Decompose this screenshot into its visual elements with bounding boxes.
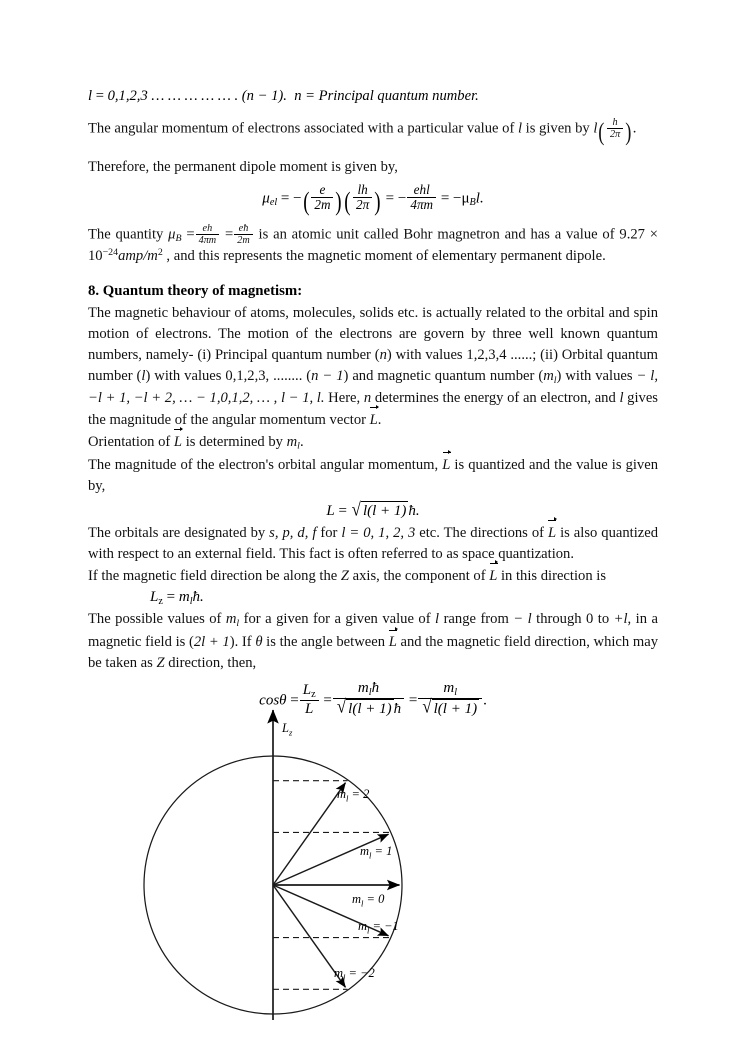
- text-s2: ) with values 1,2,3,4 ......; (ii) Orbital quantum number (: [88, 347, 658, 385]
- symbol-m: m: [543, 368, 554, 385]
- text-s8: and the magnetic field direction, which may be taken as: [88, 634, 659, 672]
- m-subscript: l: [189, 595, 193, 607]
- text-tail: , and this represents the magnetic moment of elementary permanent dipole.: [162, 248, 606, 265]
- range-lower: − l: [513, 611, 532, 628]
- label-ml-0: $m_l = 0$: [352, 892, 385, 909]
- document-body: [88, 86, 658, 720]
- mu-subscript: el: [269, 196, 278, 208]
- L-symbol: L: [326, 502, 335, 519]
- vector-L: L: [370, 409, 378, 431]
- para-orbitals: [88, 522, 658, 565]
- equals-sign: =: [166, 588, 176, 605]
- text-s1: If the magnetic field direction be along the: [88, 567, 341, 584]
- text-s3: ) with values 0,1,2,3, ........ (: [145, 368, 312, 385]
- para-orientation: [88, 431, 658, 454]
- frac-Lz-L: $\frac{Lz}{L}$: [300, 682, 319, 717]
- text-lead: The angular momentum of electrons associated with a particular value of: [88, 120, 518, 137]
- frac-ehl-4pim: $\frac{\text{ehl}}{4\pi m}$: [407, 183, 436, 213]
- l-value-list: 0,1,2,3 … … … … … . (n − 1).: [107, 88, 287, 104]
- m-symbol: m: [178, 588, 190, 605]
- rhs-l: l.: [475, 190, 484, 207]
- text-s3: etc. The directions of: [415, 524, 548, 541]
- symbol-m-subscript: l: [236, 618, 240, 630]
- Lz-subscript: z: [158, 595, 163, 607]
- mu-b-subscript: B: [469, 196, 476, 208]
- symbol-m: m: [225, 611, 237, 628]
- symbol-theta: θ: [255, 634, 263, 651]
- text-s9: .: [377, 412, 382, 429]
- text-s2: for a given for a given value of: [239, 611, 436, 628]
- text-s5: ) with values: [556, 368, 637, 385]
- text-lead: The magnitude of the electron's orbital angular momentum,: [88, 456, 443, 473]
- n-definition: n = Principal quantum number.: [294, 88, 479, 104]
- text-s1: The orbitals are designated by: [88, 524, 270, 541]
- equals-3: =: [408, 692, 418, 709]
- frac-h-2pi: $\frac{h}{2\pi}$: [607, 117, 623, 140]
- state-count: 2l + 1: [193, 634, 230, 651]
- vector-L: L: [548, 522, 556, 544]
- equals-sign: =: [338, 502, 347, 519]
- period: .: [483, 692, 487, 709]
- symbol-l: l: [435, 611, 440, 628]
- text-s1: The possible values of: [88, 611, 226, 628]
- text-s2: for: [316, 524, 342, 541]
- hbar-tail: ħ.: [192, 588, 204, 605]
- text-s2: axis, the component of: [349, 567, 490, 584]
- symbol-l: l: [88, 88, 93, 104]
- lz-axis-label: $L_z$: [282, 721, 293, 738]
- text-s3: range from: [439, 611, 514, 628]
- text-s4: ) and magnetic quantum number (: [343, 368, 544, 385]
- text-mid: is an atomic unit called Bohr magnetron and has a value of: [253, 226, 615, 243]
- value-mantissa: 9.27 × 10: [88, 226, 658, 265]
- frac-mlhbar-sqrt: $m_lħ$ √ l(l + 1) ħ: [333, 680, 404, 717]
- para-quantum-theory: [88, 303, 658, 431]
- text-lead: The quantity: [88, 226, 169, 243]
- text-s6: ). If: [229, 634, 256, 651]
- text-s6: Here,: [324, 390, 364, 407]
- frac-e-2m: $\frac{e}{2m}$: [311, 183, 333, 213]
- equals-1: =: [290, 692, 299, 709]
- symbol-m: m: [286, 433, 298, 450]
- paren-close: ): [625, 116, 632, 146]
- symbol-l: l: [141, 368, 146, 385]
- l-values: l = 0, 1, 2, 3: [341, 524, 416, 541]
- equals-2: =: [323, 692, 332, 709]
- label-ml-minus-1: $m_l = -1$: [358, 919, 399, 936]
- vector-L: L: [489, 565, 497, 587]
- text-s9: direction, then,: [164, 655, 257, 672]
- mu-b-subscript: B: [175, 233, 182, 245]
- value-units-exponent: 2: [157, 247, 163, 259]
- equation-Lz: [88, 589, 658, 607]
- equals-2: =: [225, 226, 234, 243]
- label-ml-2: $m_l = 2$: [337, 787, 370, 804]
- mu-b-symbol: μ: [168, 226, 176, 243]
- text-mid: is determined by: [182, 433, 287, 450]
- para-magnitude: [88, 454, 658, 497]
- frac-lh-2pi: $\frac{lh}{2\pi}$: [353, 183, 372, 213]
- symbol-n-2: n: [363, 390, 372, 407]
- frac-ml-sqrt: $m_l$ √ l(l + 1): [418, 680, 482, 717]
- vector-L: L: [442, 454, 450, 476]
- paren-open-1: (: [302, 186, 310, 216]
- axis-Z: Z: [340, 567, 349, 584]
- vector-L: L: [174, 431, 182, 453]
- equals-minus-1: = −: [280, 190, 302, 207]
- para-angular-momentum: [88, 114, 658, 151]
- frac-eh-4pim: $\frac{eh}{4\pi m}$: [196, 223, 220, 246]
- paren-open-2: (: [344, 186, 351, 216]
- symbol-l-coeff: l: [593, 120, 598, 137]
- text-s8: gives the magnitude of the angular momentum vector: [88, 390, 658, 429]
- ml-value-list: − l, −l + 1, −l + 2, … − 1,0,1,2, … , l − 1, l.: [88, 368, 658, 407]
- equals-minus-2: = −: [385, 190, 407, 207]
- paren-close-2: ): [374, 186, 381, 216]
- period: .: [299, 433, 304, 450]
- text-s1: The magnetic behaviour of atoms, molecules, solids etc. is actually related to the orbital and spin motion of electrons. The motion of the electrons are govern by three well known quantum numbers, namely- (i) Principal quantum number (: [88, 305, 658, 364]
- sqrt-l-l-plus-1: √ l(l + 1): [352, 501, 409, 520]
- paren-close-1: ): [335, 186, 342, 216]
- label-ml-minus-2: $m_l = -2$: [334, 966, 375, 983]
- symbol-m-subscript: l: [553, 374, 557, 386]
- Lz-symbol: L: [150, 588, 159, 605]
- space-quantization-figure: [130, 690, 460, 1040]
- orbital-letters: s, p, d, f: [269, 524, 317, 541]
- text-tail: is quantized and the value is given by,: [88, 456, 659, 494]
- label-ml-1: $m_l = 1$: [360, 844, 393, 861]
- axis-Z: Z: [156, 655, 165, 672]
- frac-ehbar-2m: $\frac{eħ}{2m}$: [234, 223, 253, 246]
- symbol-l: l: [517, 120, 523, 137]
- equation-L-magnitude: [88, 501, 658, 520]
- equals-minus-mu: = −μ: [440, 190, 470, 207]
- paren-open: (: [598, 116, 605, 146]
- symbol-n: n: [379, 347, 387, 364]
- text-lead: Orientation of: [88, 433, 174, 450]
- symbol-l-2: l: [619, 390, 624, 407]
- text-s7: is the angle between: [262, 634, 389, 651]
- symbol-n-minus-1: n − 1: [311, 368, 344, 385]
- line-therefore: Therefore, the permanent dipole moment is given by,: [88, 158, 398, 175]
- text-s4: is also quantized with respect to an external field. This fact is often referred to as space quantization.: [88, 524, 659, 562]
- period: .: [632, 120, 637, 137]
- para-possible-values: [88, 609, 658, 674]
- value-units: amp/m: [118, 248, 158, 265]
- para-field-direction: [88, 565, 658, 587]
- cos-theta: cosθ: [259, 692, 287, 709]
- text-s4: through 0 to: [531, 611, 614, 628]
- equals-sign: =: [95, 88, 104, 104]
- hbar-tail: ħ.: [408, 502, 420, 519]
- line-l-values: [88, 86, 658, 108]
- figure-svg: [130, 690, 460, 1040]
- range-upper: +l: [613, 611, 628, 628]
- text-mid: is given by: [522, 120, 594, 137]
- text-s5: , in a magnetic field is (: [88, 611, 658, 651]
- equation-mu-el: [88, 183, 658, 217]
- text-s3: in this direction is: [497, 567, 606, 584]
- para-bohr-magneton: [88, 223, 658, 267]
- text-s7: determines the energy of an electron, and: [371, 390, 620, 407]
- value-exponent: −24: [102, 247, 119, 259]
- heading-quantum-theory: 8. Quantum theory of magnetism:: [88, 283, 303, 300]
- vector-L: L: [389, 631, 397, 653]
- mu-symbol: μ: [262, 190, 270, 207]
- equals-1: =: [186, 226, 195, 243]
- symbol-m-subscript: l: [297, 440, 300, 452]
